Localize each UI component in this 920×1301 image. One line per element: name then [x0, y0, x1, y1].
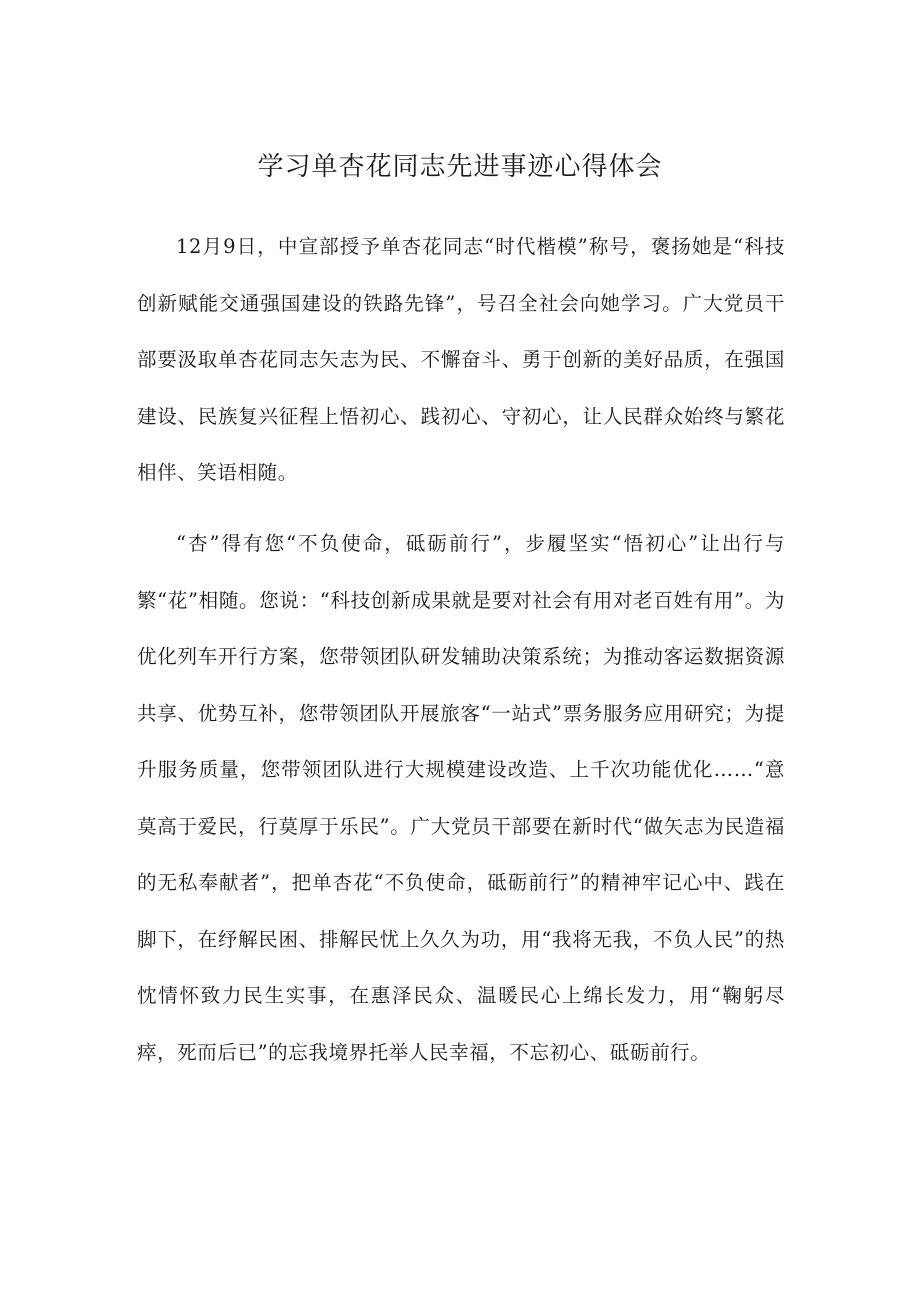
paragraph-2: “杏”得有您“不负使命，砥砺前行”，步履坚实“悟初心”让出行与繁“花”相随。您说：“科技创新成果就是要对社会有用对老百姓有用”。为优化列车开行方案，您带领团队研发辅助决策系统；为推动客运数据资源共享、优势互补，您带领团队开展旅客“一站式”票务服务应用研究；为提升服务质量，您带领团队进行大规模建设改造、上千次功能优化……“意莫高于爱民，行莫厚于乐民”。广大党员干部要在新时代“做矢志为民造福的无私奉献者”，把单杏花“不负使命，砥砺前行”的精神牢记心中、践在脚下，在纾解民困、排解民忧上久久为功，用“我将无我，不负人民”的热忱情怀致力民生实事，在惠泽民众、温暖民心上绵长发力，用“鞠躬尽瘁，死而后已”的忘我境界托举人民幸福，不忘初心、砥砺前行。 — [137, 532, 785, 1064]
document-title: 学习单杏花同志先进事迹心得体会 — [257, 152, 663, 182]
paragraph-1: 12月9日，中宣部授予单杏花同志“时代楷模”称号，褒扬她是“科技创新赋能交通强国建设的铁路先锋”，号召全社会向她学习。广大党员干部要汲取单杏花同志矢志为民、不懈奋斗、勇于创新的美好品质，在强国建设、民族复兴征程上悟初心、践初心、守初心，让人民群众始终与繁花相伴、笑语相随。 — [137, 235, 785, 484]
